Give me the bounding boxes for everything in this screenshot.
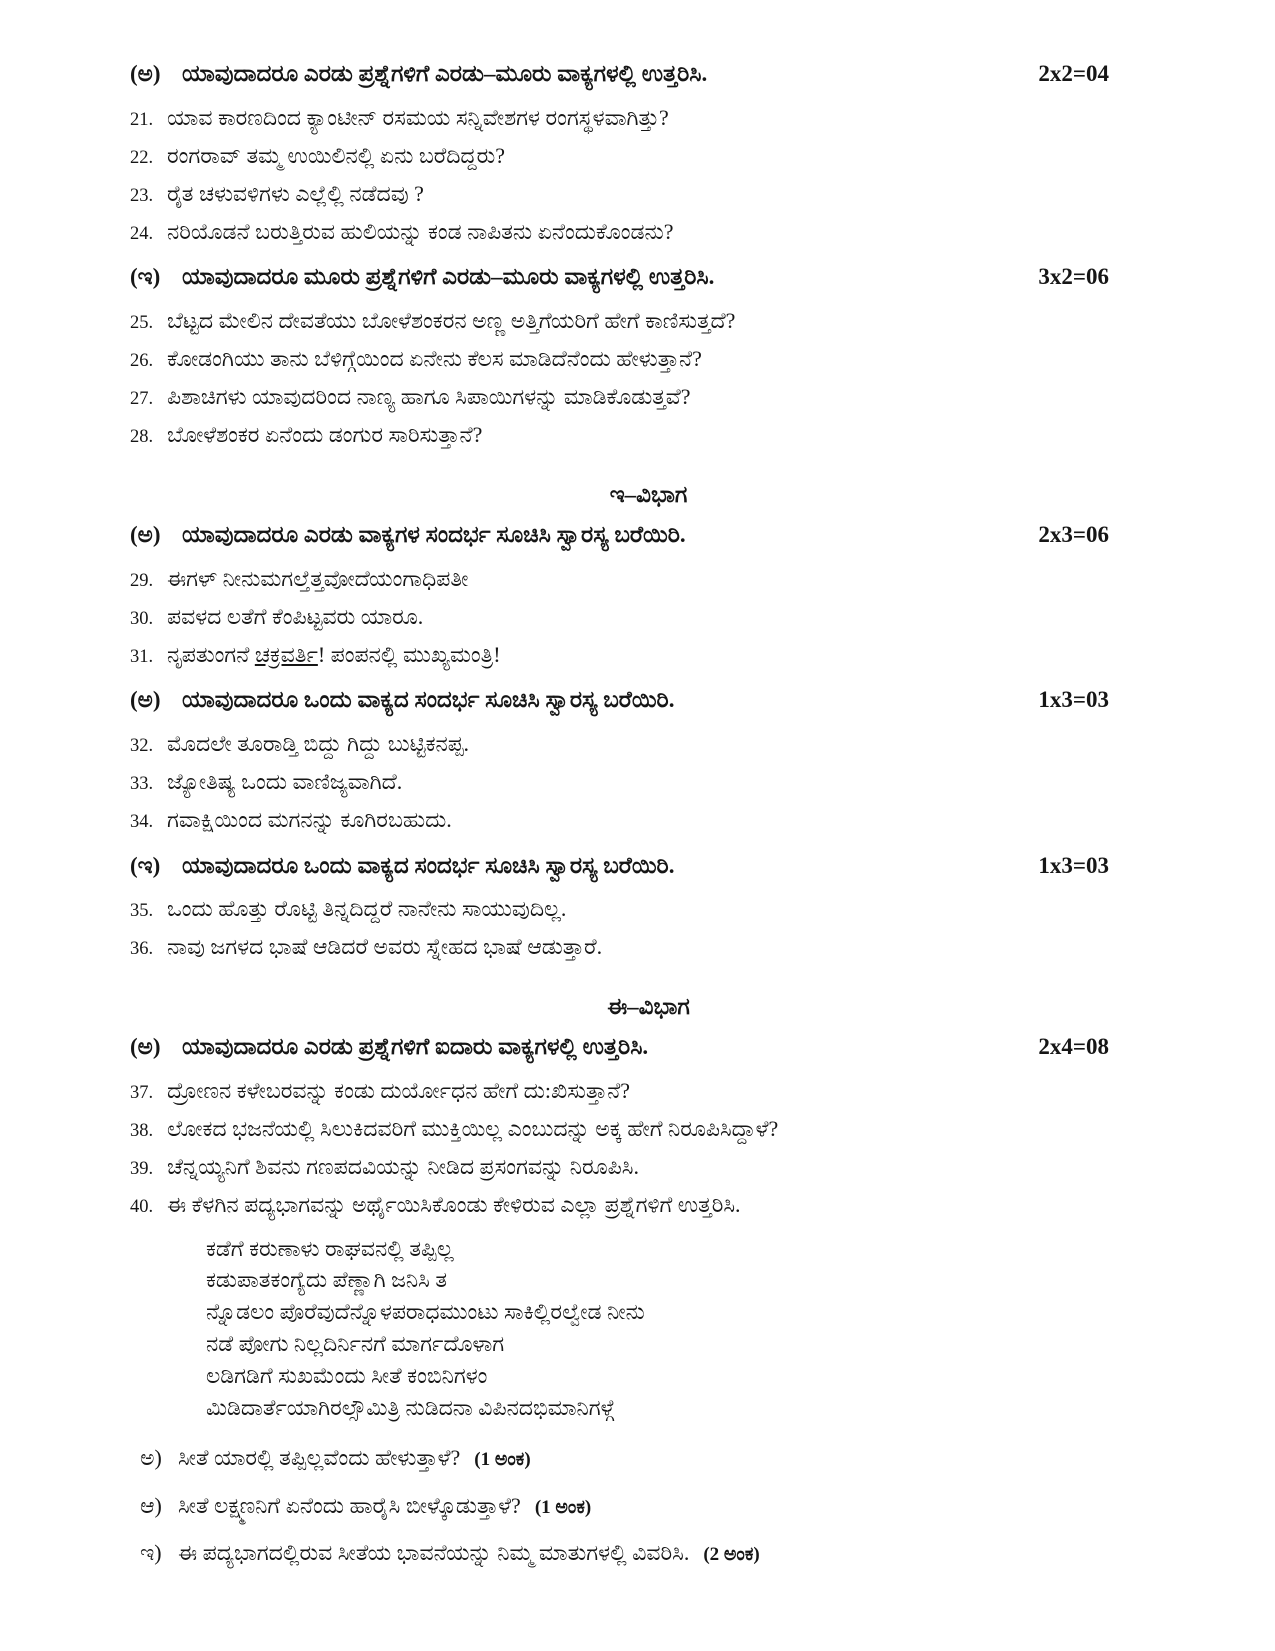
question-row <box>130 560 1167 598</box>
sub-question-label: ಇ) <box>140 1540 162 1566</box>
sub-question-marks: (1 ಅಂಕ) <box>474 1448 531 1470</box>
question-row <box>130 416 1167 454</box>
poem-line: ನಡೆ ಪೋಗು ನಿಲ್ಲದಿರ್ನಿನಗೆ ಮಾರ್ಗದೊಳಾಗ <box>206 1331 505 1357</box>
instruction-row <box>130 678 1167 723</box>
question-row <box>130 1186 1167 1224</box>
question-number: 22. <box>130 147 154 168</box>
instruction-row <box>130 52 1167 97</box>
sub-question-label: ಅ) <box>140 1444 162 1470</box>
marks-value: 1x3=03 <box>1038 687 1109 713</box>
question-text: ನರಿಯೊಡನೆ ಬರುತ್ತಿರುವ ಹುಲಿಯನ್ನು ಕಂಡ ನಾಪಿತನು ಏನೆಂದುಕೊಂಡನು? <box>167 219 674 245</box>
question-number: 27. <box>130 389 154 410</box>
question-text: ರೈತ ಚಳುವಳಿಗಳು ಎಲ್ಲೆಲ್ಲಿ ನಡೆದವು ? <box>167 181 424 206</box>
question-paper-content <box>130 52 1167 1577</box>
question-text-underlined: ಚಕ್ರವರ್ತಿ <box>254 642 318 668</box>
question-text: ಗವಾಕ್ಷಿಯಿಂದ ಮಗನನ್ನು ಕೂಗಿರಬಹುದು. <box>167 807 452 833</box>
question-text: ಲೋಕದ ಭಜನೆಯಲ್ಲಿ ಸಿಲುಕಿದವರಿಗೆ ಮುಕ್ತಿಯಿಲ್ಲ ಎಂಬುದನ್ನು ಅಕ್ಕ ಹೇಗೆ ನಿರೂಪಿಸಿದ್ದಾಳೆ? <box>167 1116 779 1142</box>
question-row <box>130 1110 1167 1148</box>
instruction-label: (ಇ) <box>130 852 161 878</box>
sub-question-text: ಸೀತೆ ಯಾರಲ್ಲಿ ತಪ್ಪಿಲ್ಲವೆಂದು ಹೇಳುತ್ತಾಳೆ? <box>178 1444 461 1470</box>
question-text <box>167 641 1167 669</box>
question-row <box>130 928 1167 966</box>
poem-line: ಕಡೆಗೆ ಕರುಣಾಳು ರಾಘವನಲ್ಲಿ ತಪ್ಪಿಲ್ಲ <box>206 1235 454 1261</box>
marks-value: 3x2=06 <box>1038 264 1109 290</box>
instruction-text: ಯಾವುದಾದರೂ ಎರಡು ಪ್ರಶ್ನೆಗಳಿಗೆ ಎರಡು–ಮೂರು ವಾಕ್ಯಗಳಲ್ಲಿ ಉತ್ತರಿಸಿ. <box>182 61 708 86</box>
question-row <box>130 598 1167 636</box>
sub-question-row <box>130 1482 1167 1530</box>
sub-question-label: ಆ) <box>140 1492 162 1518</box>
question-row <box>130 302 1167 340</box>
question-number: 37. <box>130 1083 154 1103</box>
question-row <box>130 725 1167 763</box>
instruction-row <box>130 255 1167 300</box>
question-row <box>130 1072 1167 1110</box>
question-number: 32. <box>130 736 154 757</box>
question-number: 34. <box>130 812 154 833</box>
question-text: ಪಿಶಾಚಿಗಳು ಯಾವುದರಿಂದ ನಾಣ್ಯ ಹಾಗೂ ಸಿಪಾಯಿಗಳನ್ನು ಮಾಡಿಕೊಡುತ್ತವೆ? <box>167 384 691 410</box>
question-text: ಮೊದಲೇ ತೂರಾಡ್ತಿ ಬಿದ್ದು ಗಿದ್ದು ಬುಟ್ಟಿಕನಪ್ಪ. <box>167 731 470 757</box>
poem-line: ಕಡುಪಾತಕಂಗ್ಯೆದು ಪೆಣ್ಣಾಗಿ ಜನಿಸಿ ತ <box>206 1267 447 1293</box>
question-text: ರಂಗರಾವ್ ತಮ್ಮ ಉಯಿಲಿನಲ್ಲಿ ಏನು ಬರೆದಿದ್ದರು? <box>167 142 506 168</box>
section-heading: ಇ–ವಿಭಾಗ <box>609 481 688 507</box>
question-row <box>130 636 1167 674</box>
marks-value: 2x2=04 <box>1038 61 1109 86</box>
sub-question-text: ಸೀತೆ ಲಕ್ಷ್ಮಣನಿಗೆ ಏನೆಂದು ಹಾರೈಸಿ ಬೀಳ್ಕೊಡುತ್ತಾಳೆ? <box>178 1492 521 1518</box>
question-number: 31. <box>130 647 154 668</box>
question-text: ನಾವು ಜಗಳದ ಭಾಷೆ ಆಡಿದರೆ ಅವರು ಸ್ನೇಹದ ಭಾಷೆ ಆಡುತ್ತಾರೆ. <box>167 934 603 960</box>
instruction-label: (ಅ) <box>130 61 161 86</box>
question-text-pre: ನೃಪತುಂಗನೆ <box>167 642 255 668</box>
question-text: ಕೋಡಂಗಿಯು ತಾನು ಬೆಳಿಗ್ಗೆಯಿಂದ ಏನೇನು ಕೆಲಸ ಮಾಡಿದೆನೆಂದು ಹೇಳುತ್ತಾನೆ? <box>167 346 702 372</box>
question-text: ಪವಳದ ಲತೆಗೆ ಕೆಂಪಿಟ್ಟವರು ಯಾರೂ. <box>167 604 424 630</box>
sub-question-text: ಈ ಪದ್ಯಭಾಗದಲ್ಲಿರುವ ಸೀತೆಯ ಭಾವನೆಯನ್ನು ನಿಮ್ಮ ಮಾತುಗಳಲ್ಲಿ ವಿವರಿಸಿ. <box>178 1540 690 1566</box>
question-number: 23. <box>130 186 154 206</box>
section-heading: ಈ–ವಿಭಾಗ <box>607 993 690 1019</box>
question-number: 38. <box>130 1121 154 1142</box>
instruction-text: ಯಾವುದಾದರೂ ಎರಡು ಪ್ರಶ್ನೆಗಳಿಗೆ ಐದಾರು ವಾಕ್ಯಗಳಲ್ಲಿ ಉತ್ತರಿಸಿ. <box>182 1034 649 1060</box>
instruction-text: ಯಾವುದಾದರೂ ಮೂರು ಪ್ರಶ್ನೆಗಳಿಗೆ ಎರಡು–ಮೂರು ವಾಕ್ಯಗಳಲ್ಲಿ ಉತ್ತರಿಸಿ. <box>182 264 715 290</box>
question-number: 24. <box>130 224 154 245</box>
question-number: 25. <box>130 313 154 333</box>
question-number: 21. <box>130 109 154 130</box>
question-number: 39. <box>130 1159 154 1180</box>
instruction-label: (ಇ) <box>130 264 161 290</box>
question-row <box>130 1148 1167 1186</box>
instruction-row <box>130 513 1167 558</box>
question-number: 30. <box>130 609 154 630</box>
question-number: 36. <box>130 939 154 960</box>
question-text: ಚೆನ್ನಯ್ಯನಿಗೆ ಶಿವನು ಗಣಪದವಿಯನ್ನು ನೀಡಿದ ಪ್ರಸಂಗವನ್ನು ನಿರೂಪಿಸಿ. <box>167 1154 639 1180</box>
marks-value: 1x3=03 <box>1038 852 1109 878</box>
question-number: 26. <box>130 351 154 372</box>
question-row <box>130 340 1167 378</box>
question-row <box>130 890 1167 928</box>
question-text: ಯಾವ ಕಾರಣದಿಂದ ಕ್ಯಾಂಟೀನ್ ರಸಮಯ ಸನ್ನಿವೇಶಗಳ ರಂಗಸ್ಥಳವಾಗಿತ್ತು? <box>167 104 669 130</box>
marks-value: 2x4=08 <box>1038 1034 1109 1060</box>
question-text: ದ್ರೋಣನ ಕಳೇಬರವನ್ನು ಕಂಡು ದುರ್ಯೋಧನ ಹೇಗೆ ದು:ಖಿಸುತ್ತಾನೆ? <box>167 1078 631 1103</box>
instruction-row <box>130 844 1167 889</box>
question-number: 28. <box>130 427 154 448</box>
question-number: 33. <box>130 774 154 795</box>
question-row <box>130 175 1167 213</box>
question-row <box>130 801 1167 839</box>
question-text: ಒಂದು ಹೊತ್ತು ರೊಟ್ಟಿ ತಿನ್ನದಿದ್ದರೆ ನಾನೇನು ಸಾಯುವುದಿಲ್ಲ. <box>167 896 567 922</box>
question-row <box>130 763 1167 801</box>
question-row <box>130 213 1167 251</box>
question-text: ಈ ಕೆಳಗಿನ ಪದ್ಯಭಾಗವನ್ನು ಅರ್ಥೈಯಿಸಿಕೊಂಡು ಕೇಳಿರುವ ಎಲ್ಲಾ ಪ್ರಶ್ನೆಗಳಿಗೆ ಉತ್ತರಿಸಿ. <box>167 1192 741 1218</box>
question-row <box>130 99 1167 137</box>
instruction-text: ಯಾವುದಾದರೂ ಎರಡು ವಾಕ್ಯಗಳ ಸಂದರ್ಭ ಸೂಚಿಸಿ ಸ್ವಾರಸ್ಯ ಬರೆಯಿರಿ. <box>182 522 686 548</box>
sub-question-marks: (1 ಅಂಕ) <box>534 1496 592 1518</box>
question-number: 29. <box>130 571 154 591</box>
instruction-label: (ಅ) <box>130 1034 161 1060</box>
question-number: 40. <box>130 1197 154 1218</box>
poem-block <box>206 1233 1167 1424</box>
question-text: ಬೋಳೆಶಂಕರ ಏನೆಂದು ಡಂಗುರ ಸಾರಿಸುತ್ತಾನೆ? <box>167 422 483 448</box>
question-text: ಈಗಳ್ ನೀನುಮಗಲ್ತೆತ್ತವೋದೆಯಂಗಾಧಿಪತೀ <box>167 566 469 591</box>
question-row <box>130 378 1167 416</box>
question-text: ಬೆಟ್ಟದ ಮೇಲಿನ ದೇವತೆಯು ಬೋಳೆಶಂಕರನ ಅಣ್ಣ ಅತ್ತಿಗೆಯರಿಗೆ ಹೇಗೆ ಕಾಣಿಸುತ್ತದೆ? <box>167 308 736 333</box>
instruction-label: (ಅ) <box>130 687 161 713</box>
instruction-label: (ಅ) <box>130 522 161 548</box>
question-row <box>130 137 1167 175</box>
question-number: 35. <box>130 901 154 922</box>
instruction-text: ಯಾವುದಾದರೂ ಒಂದು ವಾಕ್ಯದ ಸಂದರ್ಭ ಸೂಚಿಸಿ ಸ್ವಾರಸ್ಯ ಬರೆಯಿರಿ. <box>182 687 675 713</box>
question-text-post: ! ಪಂಪನಲ್ಲಿ ಮುಖ್ಯಮಂತ್ರಿ! <box>317 642 501 668</box>
sub-question-row <box>130 1434 1167 1482</box>
instruction-text: ಯಾವುದಾದರೂ ಒಂದು ವಾಕ್ಯದ ಸಂದರ್ಭ ಸೂಚಿಸಿ ಸ್ವಾರಸ್ಯ ಬರೆಯಿರಿ. <box>182 852 675 878</box>
marks-value: 2x3=06 <box>1038 522 1109 548</box>
sub-question-row <box>130 1529 1167 1577</box>
instruction-row <box>130 1025 1167 1070</box>
question-text: ಜ್ಯೋತಿಷ್ಯ ಒಂದು ವಾಣಿಜ್ಯವಾಗಿದೆ. <box>167 769 403 795</box>
poem-line: ಮಿಡಿದಾರ್ತೆಯಾಗಿರಲ್ಸೌಮಿತ್ರಿ ನುಡಿದನಾ ವಿಪಿನದಭಿಮಾನಿಗಳ್ಗೆ <box>206 1394 615 1420</box>
poem-line: ಲಡಿಗಡಿಗೆ ಸುಖಮೆಂದು ಸೀತೆ ಕಂಬಿನಿಗಳಂ <box>206 1363 488 1389</box>
sub-question-marks: (2 ಅಂಕ) <box>703 1544 760 1566</box>
poem-line: ನ್ನೊಡಲಂ ಪೊರೆವುದೆನ್ನೊಳಪರಾಧಮುಂಟು ಸಾಕಿಲ್ಲಿರಲ್ವೇಡ ನೀನು <box>206 1299 645 1325</box>
